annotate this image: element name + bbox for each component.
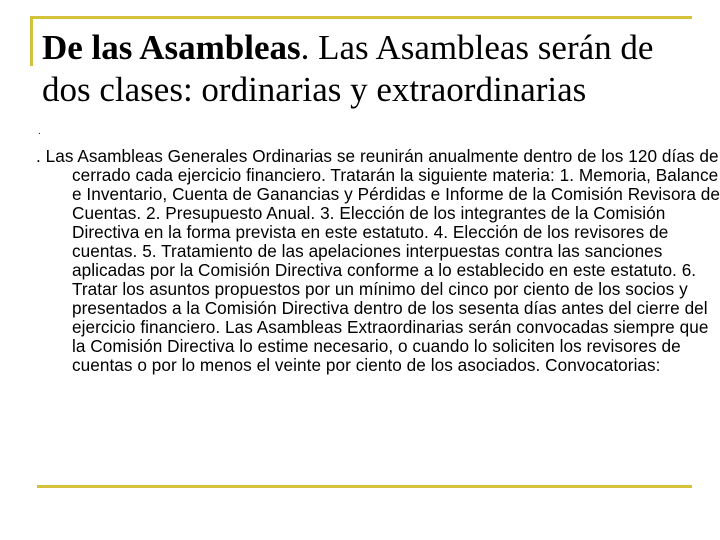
bullet-marker: . [38,126,41,137]
slide-title [42,27,702,111]
top-rule [30,16,692,19]
left-rule [30,18,33,66]
bottom-rule [37,485,692,488]
slide-body-text: . Las Asambleas Generales Ordinarias se reunirán anualmente dentro de los 120 días de cerrado cada ejercicio financiero. Tratarán la siguiente materia: 1. Memoria, Balance e Inventario, Cuenta de Ganancias y Pérdidas e Informe de la Comisión Revisora de Cuentas. 2. Presupuesto Anual. 3. Elección de los integrantes de la Comisión Directiva en la forma prevista en este estatuto. 4. Elección de los revisores de cuentas. 5. Tratamiento de las apelaciones interpuestas contra las sanciones aplicadas por la Comisión Directiva conforme a lo establecido en este estatuto. 6. Tratar los asuntos propuestos por un mínimo del cinco por ciento de los socios y presentados a la Comisión Directiva dentro de los sesenta días antes del cierre del ejercicio financiero. Las Asambleas Extraordinarias serán convocadas siempre que la Comisión Directiva lo estime necesario, o cuando lo soliciten los revisores de cuentas o por lo menos el veinte por ciento de los asociados. Convocatorias: [36,146,720,375]
slide-title-rest: . Las Asambleas serán de dos clases: ordinarias y extraordinarias [42,28,654,109]
slide-title-bold: De las Asambleas [42,28,301,67]
